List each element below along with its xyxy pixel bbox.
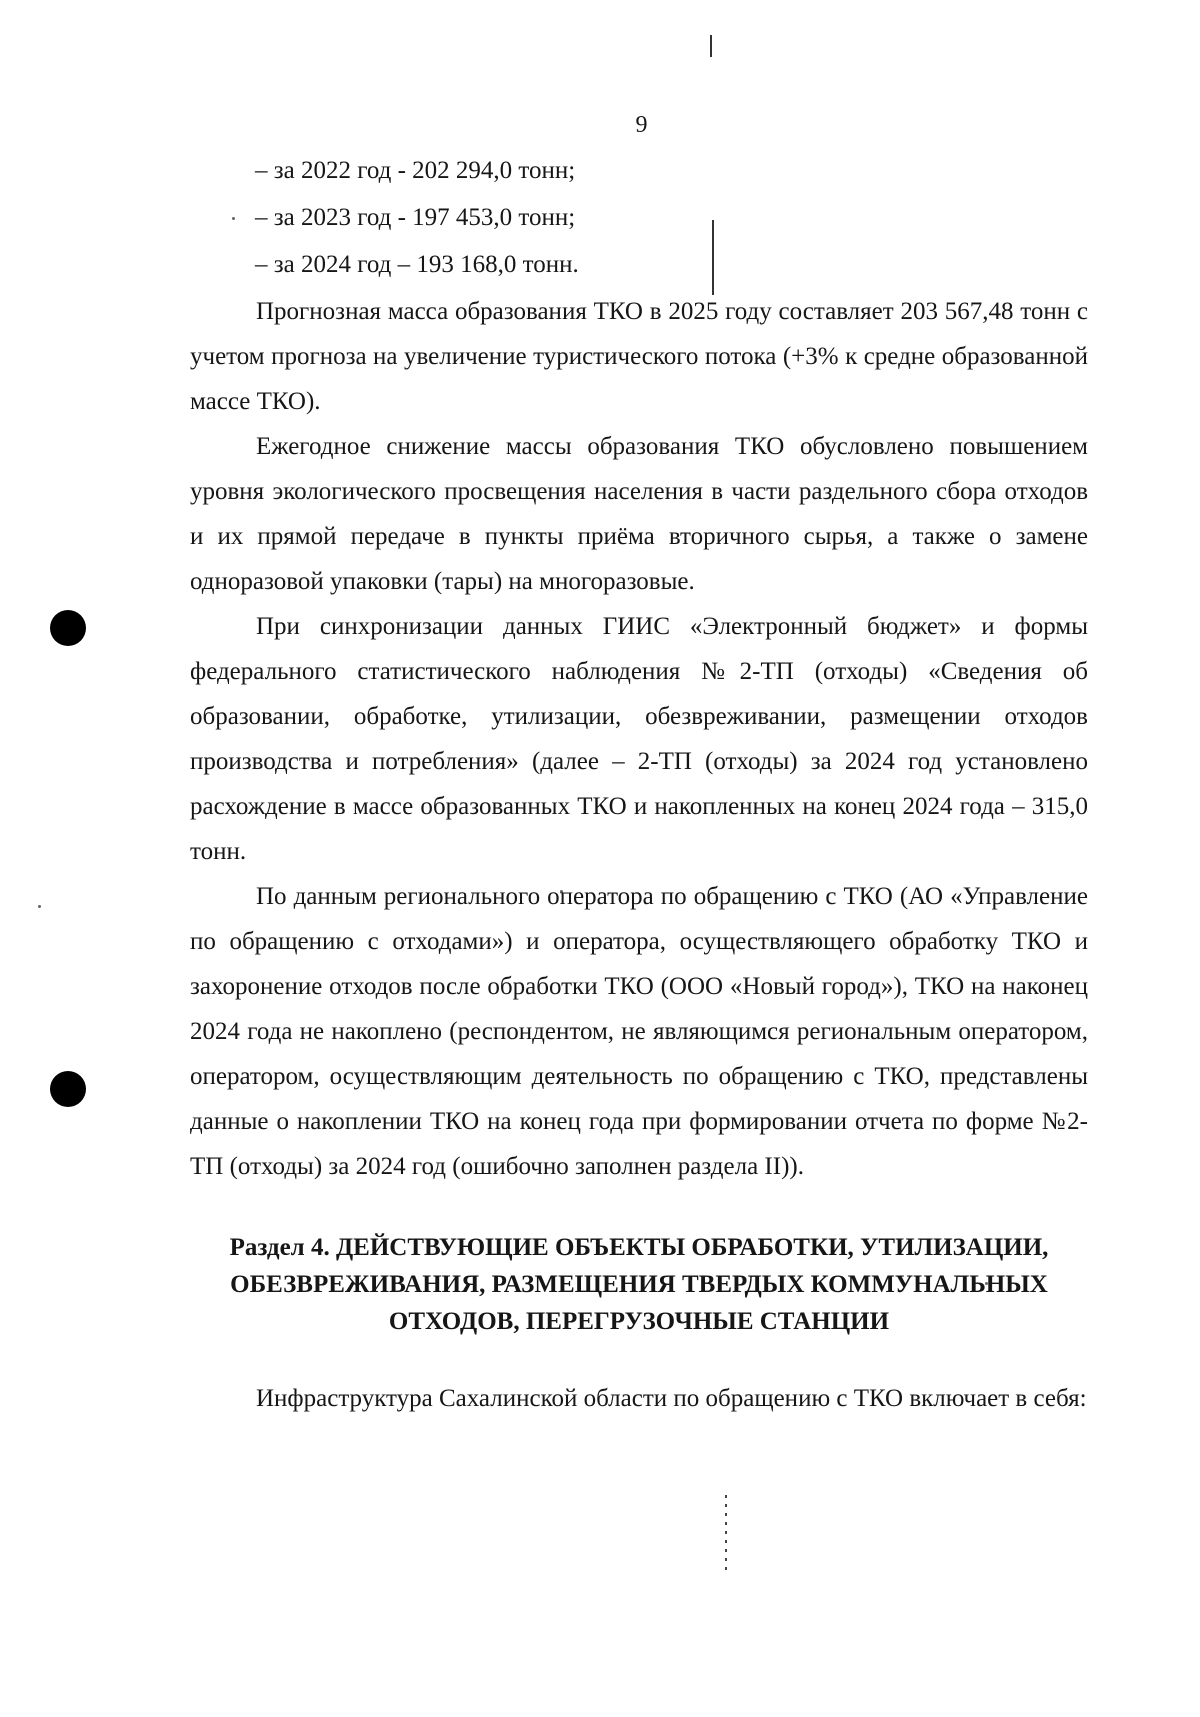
paragraph-decrease-reason: Ежегодное снижение массы образования ТКО обусловлено повышением уровня экологического просвещения населения в части раздельного сбора отходов и их прямой передаче в пункты приёма вторичного сырья, а также о замене одноразовой упаковки (тары) на многоразовые. — [190, 433, 1088, 595]
page-number: 9 — [635, 112, 648, 138]
paragraph-infrastructure-intro: Инфраструктура Сахалинской области по обращению с ТКО включает в себя: — [256, 1385, 1087, 1412]
scan-artifact-line — [725, 1495, 727, 1575]
paragraph-discrepancy: При синхронизации данных ГИИС «Электронный бюджет» и формы федерального статистического наблюдения №2-ТП (отходы) «Сведения об образовании, обработке, утилизации, обезвреживании, размещении отходов производства и потребления» (далее – 2-ТП (отходы) за 2024 год установлено расхождение в массе образованных ТКО и накопленных на конец 2024 года – 315,0 тонн. — [190, 613, 1088, 865]
scan-artifact-line — [710, 35, 712, 57]
paragraph-regional-operator: По данным регионального оператора по обращению с ТКО (АО «Управление по обращению с отходами») и оператора, осуществляющего обработку ТКО и захоронение отходов после обработки ТКО (ООО «Новый город»), ТКО на наконец 2024 года не накоплено (респондентом, не являющимся региональным оператором, оператором, осуществляющим деятельность по обращению с ТКО, представлены данные о накоплении ТКО на конец года при формировании отчета по форме №2-ТП (отходы) за 2024 год (ошибочно заполнен раздела II)). — [190, 883, 1088, 1180]
section-heading — [190, 1229, 1088, 1340]
list-item: – за 2022 год - 202 294,0 тонн; — [255, 157, 576, 184]
list-item: – за 2023 год - 197 453,0 тонн; — [255, 204, 576, 231]
document-body — [190, 148, 1088, 1421]
yearly-mass-list — [190, 148, 1088, 289]
section-heading-line: ОТХОДОВ, ПЕРЕГРУЗОЧНЫЕ СТАНЦИИ — [388, 1308, 890, 1335]
list-item: – за 2024 год – 193 168,0 тонн. — [255, 251, 579, 278]
scan-speck — [38, 905, 41, 908]
section-heading-line: ОБЕЗВРЕЖИВАНИЯ, РАЗМЕЩЕНИЯ ТВЕРДЫХ КОММУНАЛЬНЫХ — [230, 1271, 1048, 1298]
paragraph-forecast: Прогнозная масса образования ТКО в 2025 году составляет 203 567,48 тонн с учетом прогноза на увеличение туристического потока (+3% к средне образованной массе ТКО). — [190, 298, 1088, 415]
punch-hole-mark — [50, 610, 86, 646]
section-heading-line: Раздел 4. ДЕЙСТВУЮЩИЕ ОБЪЕКТЫ ОБРАБОТКИ, УТИЛИЗАЦИИ, — [229, 1234, 1049, 1261]
punch-hole-mark — [50, 1071, 86, 1107]
